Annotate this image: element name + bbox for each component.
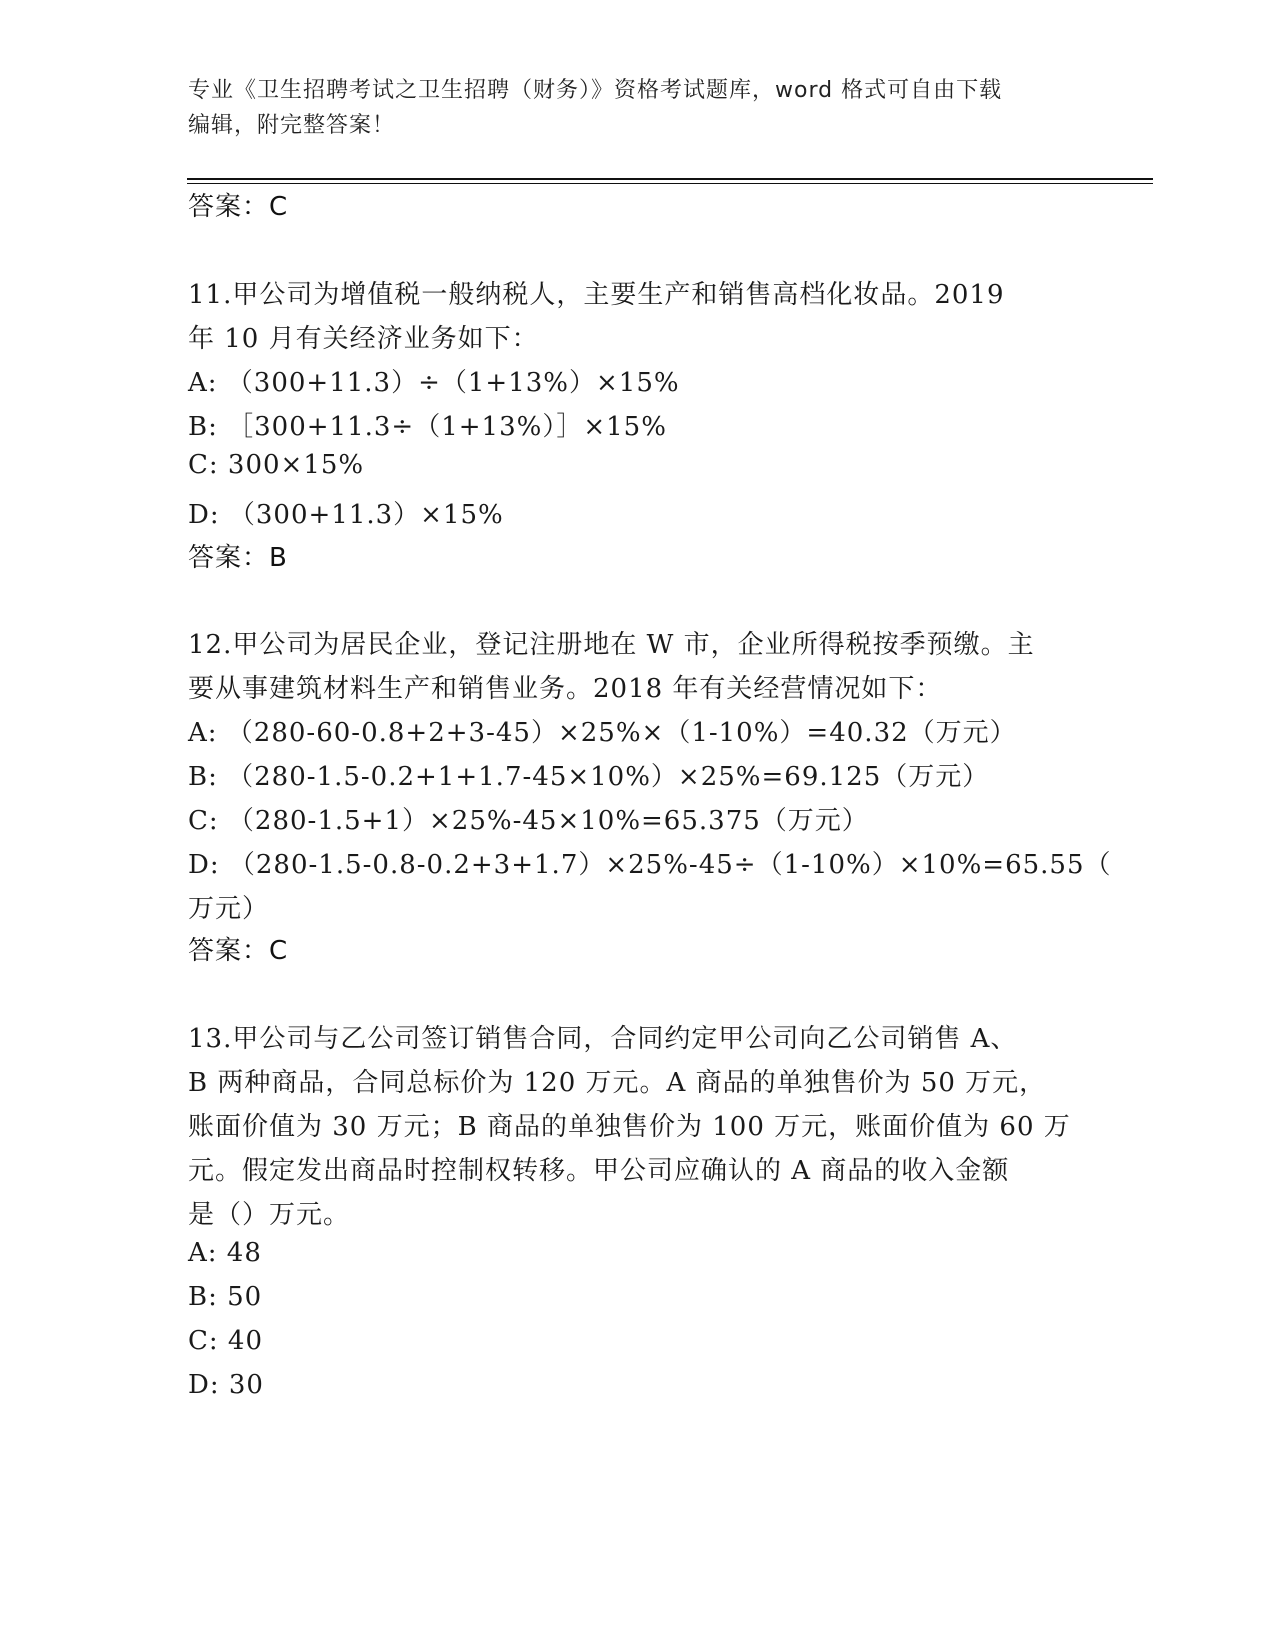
document-header <box>188 73 1088 143</box>
q13-option-b: B: 50 <box>188 1282 263 1312</box>
q13-stem-line-3: 账面价值为 30 万元；B 商品的单独售价为 100 万元，账面价值为 60 万 <box>188 1112 1071 1142</box>
q13-option-a: A: 48 <box>188 1238 262 1268</box>
q13-stem-line-4: 元。假定发出商品时控制权转移。甲公司应确认的 A 商品的收入金额 <box>188 1156 1010 1186</box>
q11-option-c: C: 300×15% <box>188 450 365 480</box>
q13-stem-line-1: 13.甲公司与乙公司签订销售合同，合同约定甲公司向乙公司销售 A、 <box>188 1024 1018 1054</box>
q11-stem-line-1: 11.甲公司为增值税一般纳税人，主要生产和销售高档化妆品。2019 <box>188 280 1005 310</box>
header-divider-thin <box>187 183 1153 184</box>
q11-stem-line-2: 年 10 月有关经济业务如下： <box>188 324 539 354</box>
answer-prev: 答案：C <box>188 192 289 222</box>
q12-option-d-line-2: 万元） <box>188 894 270 924</box>
header-line-1: 专业《卫生招聘考试之卫生招聘（财务）》资格考试题库，word 格式可自由下载 <box>188 78 1003 103</box>
q13-stem-line-2: B 两种商品，合同总标价为 120 万元。A 商品的单独售价为 50 万元， <box>188 1068 1047 1098</box>
header-line-2: 编辑，附完整答案！ <box>188 113 396 138</box>
q12-answer: 答案：C <box>188 936 289 966</box>
q12-option-a: A: （280-60-0.8+2+3-45）×25%×（1-10%）=40.32（万元） <box>188 718 1017 748</box>
q12-option-b: B: （280-1.5-0.2+1+1.7-45×10%）×25%=69.125（万元） <box>188 762 990 792</box>
q11-option-a: A: （300+11.3）÷（1+13%）×15% <box>188 368 680 398</box>
q12-option-d-line-1: D: （280-1.5-0.8-0.2+3+1.7）×25%-45÷（1-10%）×10%=65.55（ <box>188 850 1112 880</box>
q12-stem-line-1: 12.甲公司为居民企业，登记注册地在 W 市，企业所得税按季预缴。主 <box>188 630 1035 660</box>
q13-stem-line-5: 是（）万元。 <box>188 1200 351 1230</box>
q11-option-d: D: （300+11.3）×15% <box>188 500 504 530</box>
q12-option-c: C: （280-1.5+1）×25%-45×10%=65.375（万元） <box>188 806 869 836</box>
q13-option-d: D: 30 <box>188 1370 264 1400</box>
q13-option-c: C: 40 <box>188 1326 264 1356</box>
header-divider-thick <box>187 178 1153 180</box>
q11-option-b: B: ［300+11.3÷（1+13%）］×15% <box>188 412 667 442</box>
q11-answer: 答案：B <box>188 543 288 573</box>
q12-stem-line-2: 要从事建筑材料生产和销售业务。2018 年有关经营情况如下： <box>188 674 943 704</box>
